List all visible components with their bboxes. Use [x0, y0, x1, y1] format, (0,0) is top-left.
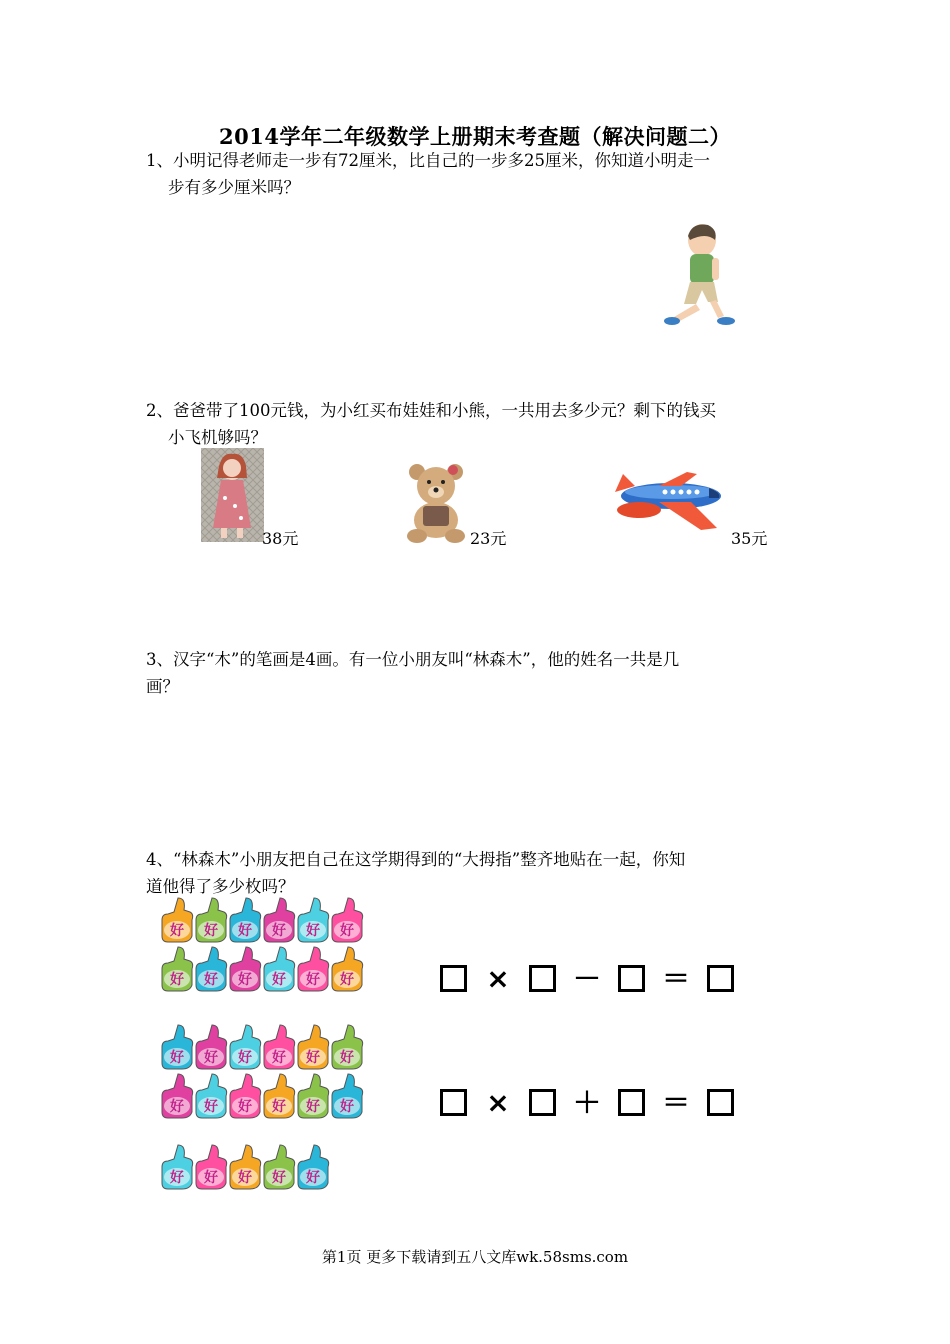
thumbs-up-icon: [296, 1072, 330, 1120]
question-4: [146, 846, 810, 900]
answer-box[interactable]: [618, 1089, 645, 1116]
equals-sign: ＝: [661, 962, 690, 995]
thumbs-up-icon: [228, 1143, 262, 1191]
question-1-line-2: 步有多少厘米吗？: [168, 178, 300, 197]
thumbs-up-icon: [160, 1072, 194, 1120]
thumbs-row: [160, 945, 364, 993]
question-3-line-1: 3、汉字“木”的笔画是4画。有一位小朋友叫“林森木”，他的姓名一共是几: [146, 650, 680, 669]
thumbs-up-icon: [160, 945, 194, 993]
answer-box[interactable]: [707, 965, 734, 992]
thumbs-up-icon: [194, 1143, 228, 1191]
thumbs-row: [160, 1143, 330, 1191]
thumb-label: 好: [238, 972, 252, 988]
thumbs-up-icon: [296, 945, 330, 993]
doll-image: [201, 448, 264, 542]
question-2-line-2: 小飞机够吗？: [168, 428, 267, 447]
question-2: [146, 397, 810, 451]
thumbs-up-icon: [330, 1072, 364, 1120]
thumbs-up-icon: [194, 1072, 228, 1120]
thumbs-up-icon: [330, 1023, 364, 1071]
thumb-label: 好: [306, 972, 320, 988]
thumbs-row: [160, 896, 364, 944]
thumbs-up-icon: [262, 945, 296, 993]
question-4-line-2: 道他得了多少枚吗？: [146, 877, 295, 896]
question-4-line-1: 4、“林森木”小朋友把自己在这学期得到的“大拇指”整齐地贴在一起，你知: [146, 850, 686, 869]
answer-box[interactable]: [529, 965, 556, 992]
thumbs-up-icon: [228, 1023, 262, 1071]
thumbs-up-icon: [330, 945, 364, 993]
thumb-label: 好: [272, 1170, 286, 1186]
thumb-label: 好: [340, 1099, 354, 1115]
thumb-label: 好: [272, 923, 286, 939]
thumbs-up-icon: [228, 1072, 262, 1120]
thumbs-row: [160, 1072, 364, 1120]
thumb-label: 好: [170, 972, 184, 988]
plus-sign: ＋: [572, 1086, 601, 1119]
thumbs-up-icon: [160, 896, 194, 944]
thumb-label: 好: [306, 1170, 320, 1186]
question-3-line-2: 画？: [146, 677, 179, 696]
thumbs-up-icon: [262, 1023, 296, 1071]
equals-sign: ＝: [661, 1086, 690, 1119]
page-title: 2014学年二年级数学上册期末考查题（解决问题二）: [219, 124, 731, 149]
doll-price: 38元: [262, 529, 299, 548]
thumbs-up-icon: [194, 945, 228, 993]
thumbs-up-icon: [228, 945, 262, 993]
equation-1: [440, 962, 734, 995]
answer-box[interactable]: [529, 1089, 556, 1116]
answer-box[interactable]: [707, 1089, 734, 1116]
thumb-label: 好: [204, 923, 218, 939]
question-3: [146, 646, 810, 700]
multiply-sign: ×: [486, 1086, 510, 1119]
thumbs-up-icon: [262, 1143, 296, 1191]
thumb-label: 好: [340, 923, 354, 939]
thumb-label: 好: [204, 1050, 218, 1066]
thumb-label: 好: [340, 1050, 354, 1066]
thumb-label: 好: [170, 1170, 184, 1186]
thumb-label: 好: [170, 1050, 184, 1066]
question-2-line-1: 2、爸爸带了100元钱，为小红买布娃娃和小熊，一共用去多少元？剩下的钱买: [146, 401, 716, 420]
airplane-price: 35元: [731, 529, 768, 548]
thumbs-up-icon: [160, 1023, 194, 1071]
thumbs-row: [160, 1023, 364, 1071]
walking-boy-illustration: [660, 222, 740, 330]
thumbs-up-icon: [262, 1072, 296, 1120]
thumb-label: 好: [272, 1050, 286, 1066]
thumbs-up-icon: [194, 896, 228, 944]
thumb-label: 好: [238, 1050, 252, 1066]
answer-box[interactable]: [618, 965, 645, 992]
minus-sign: －: [572, 962, 601, 995]
answer-box[interactable]: [440, 1089, 467, 1116]
thumbs-up-icon: [228, 896, 262, 944]
thumb-label: 好: [340, 972, 354, 988]
answer-box[interactable]: [440, 965, 467, 992]
thumb-label: 好: [272, 1099, 286, 1115]
question-1-line-1: 1、小明记得老师走一步有72厘米，比自己的一步多25厘米，你知道小明走一: [146, 151, 710, 170]
thumb-label: 好: [170, 1099, 184, 1115]
airplane-image: [609, 470, 727, 536]
teddy-bear-image: [403, 462, 469, 544]
thumb-label: 好: [306, 1050, 320, 1066]
question-1: [146, 147, 810, 201]
thumbs-up-icon: [194, 1023, 228, 1071]
thumb-label: 好: [238, 923, 252, 939]
page-footer: 第1页 更多下载请到五八文库wk.58sms.com: [321, 1248, 629, 1266]
thumbs-up-icon: [262, 896, 296, 944]
thumb-label: 好: [238, 1170, 252, 1186]
thumb-label: 好: [170, 923, 184, 939]
thumb-label: 好: [204, 972, 218, 988]
thumb-label: 好: [204, 1099, 218, 1115]
thumb-label: 好: [238, 1099, 252, 1115]
thumbs-up-icon: [296, 1023, 330, 1071]
teddy-bear-price: 23元: [470, 529, 507, 548]
thumb-label: 好: [272, 972, 286, 988]
thumb-label: 好: [306, 923, 320, 939]
multiply-sign: ×: [486, 962, 510, 995]
thumbs-up-icon: [296, 896, 330, 944]
thumbs-up-icon: [160, 1143, 194, 1191]
thumb-label: 好: [306, 1099, 320, 1115]
thumbs-up-icon: [296, 1143, 330, 1191]
equation-2: [440, 1086, 734, 1119]
thumb-label: 好: [204, 1170, 218, 1186]
thumbs-up-icon: [330, 896, 364, 944]
